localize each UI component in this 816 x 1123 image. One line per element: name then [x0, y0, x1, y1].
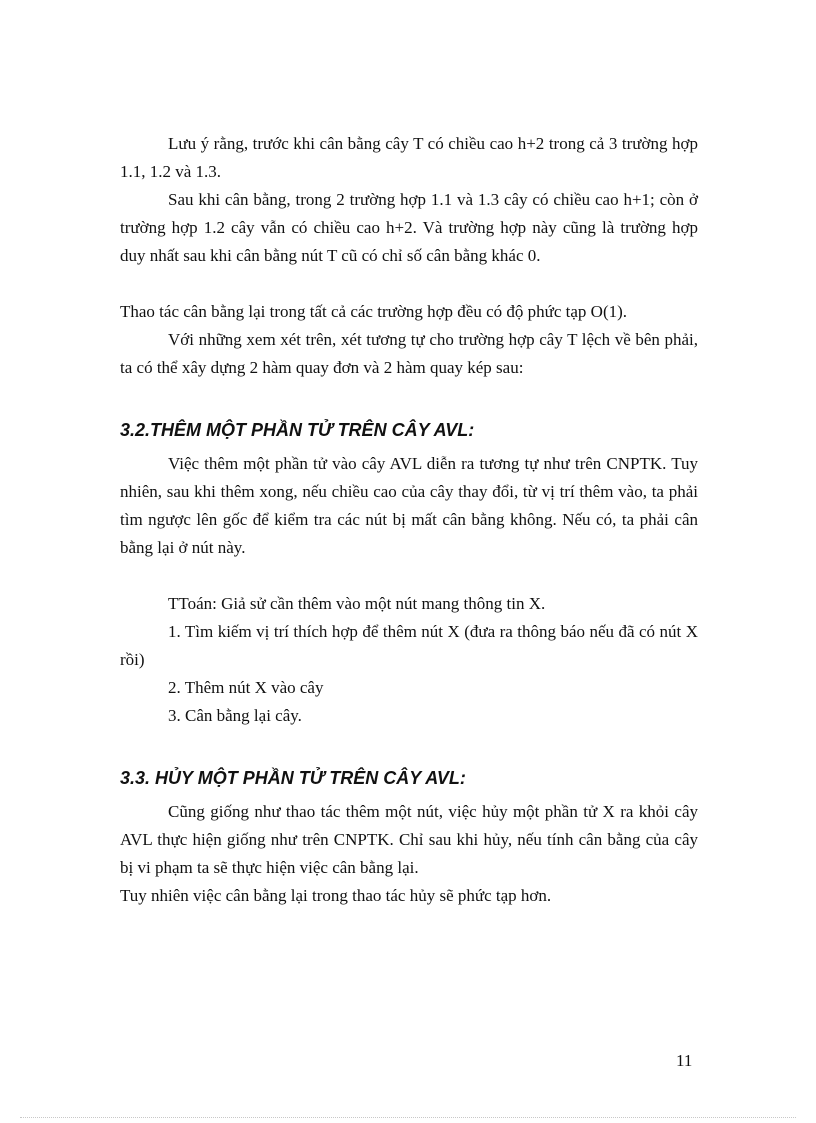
section-3-3-paragraph: Cũng giống như thao tác thêm một nút, việc hủy một phần tử X ra khỏi cây AVL thực hiện giống như trên CNPTK. Chỉ sau khi hủy, nếu tính cân bằng của cây bị vi phạm ta sẽ thực hiện việc cân bằng lại.: [120, 802, 698, 877]
page-number: 11: [676, 1051, 693, 1070]
intro-paragraph-1: Lưu ý rằng, trước khi cân bằng cây T có chiều cao h+2 trong cả 3 trường hợp 1.1, 1.2 và 1.3.: [120, 134, 698, 181]
algorithm-step-1: 1. Tìm kiếm vị trí thích hợp để thêm nút X (đưa ra thông báo nếu đã có nút X rồi): [120, 622, 698, 669]
algorithm-step-3: 3. Cân bằng lại cây.: [168, 706, 302, 725]
algorithm-step-2: 2. Thêm nút X vào cây: [168, 678, 324, 697]
section-3-2-heading: 3.2.THÊM MỘT PHẦN TỬ TRÊN CÂY AVL:: [120, 420, 475, 440]
spacer: [120, 562, 698, 590]
intro-paragraph-4: Với những xem xét trên, xét tương tự cho trường hợp cây T lệch về bên phải, ta có thể xây dựng 2 hàm quay đơn và 2 hàm quay kép sau:: [120, 330, 698, 377]
intro-paragraph-2: Sau khi cân bằng, trong 2 trường hợp 1.1 và 1.3 cây có chiều cao h+1; còn ở trường hợp 1.2 cây vẫn có chiều cao h+2. Và trường hợp này cũng là trường hợp duy nhất sau khi cân bằng nút T cũ có chỉ số cân bằng khác 0.: [120, 190, 698, 265]
spacer: [120, 382, 698, 416]
intro-paragraph-3: Thao tác cân bằng lại trong tất cả các trường hợp đều có độ phức tạp O(1).: [120, 302, 628, 321]
section-3-2-paragraph: Việc thêm một phần tử vào cây AVL diễn ra tương tự như trên CNPTK. Tuy nhiên, sau khi thêm xong, nếu chiều cao của cây thay đổi, từ vị trí thêm vào, ta phải tìm ngược lên gốc để kiểm tra các nút bị mất cân bằng không. Nếu có, ta phải cân bằng lại ở nút này.: [120, 454, 698, 557]
section-3-3-paragraph-2: Tuy nhiên việc cân bằng lại trong thao tác hủy sẽ phức tạp hơn.: [120, 886, 552, 905]
algorithm-intro: TToán: Giả sử cần thêm vào một nút mang thông tin X.: [168, 594, 546, 613]
page-content: [120, 130, 698, 910]
spacer: [120, 730, 698, 764]
spacer: [120, 270, 698, 298]
page-bottom-divider: [20, 1117, 796, 1118]
section-3-3-heading: 3.3. HỦY MỘT PHẦN TỬ TRÊN CÂY AVL:: [120, 768, 466, 788]
